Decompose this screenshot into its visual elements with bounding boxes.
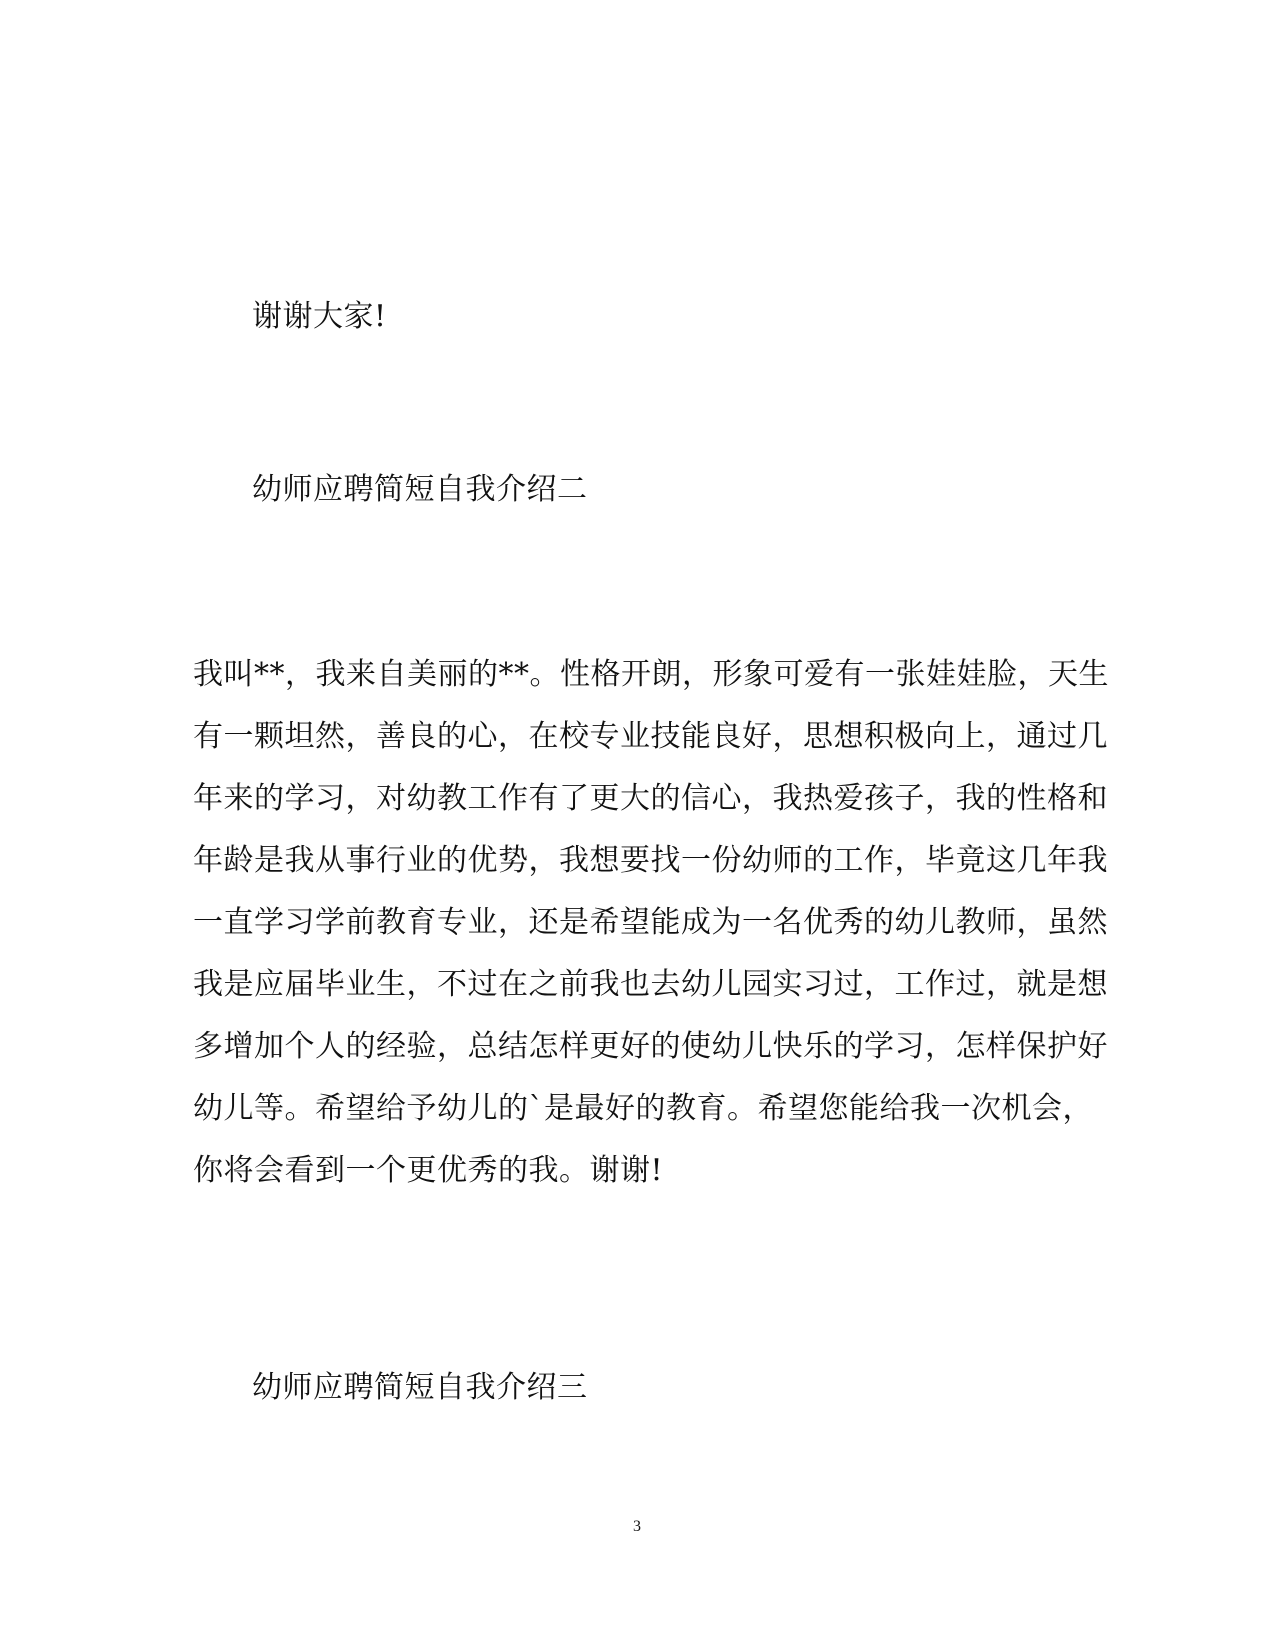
paragraph-line: 幼儿等。希望给予幼儿的`是最好的教育。希望您能给我一次机会， bbox=[193, 1091, 1093, 1126]
closing-thanks: 谢谢大家! bbox=[252, 299, 387, 334]
paragraph-line: 年龄是我从事行业的优势，我想要找一份幼师的工作，毕竟这几年我 bbox=[193, 843, 1108, 878]
section-title-three: 幼师应聘简短自我介绍三 bbox=[252, 1370, 588, 1405]
paragraph-line: 年来的学习，对幼教工作有了更大的信心，我热爱孩子，我的性格和 bbox=[193, 781, 1108, 816]
section-title-two: 幼师应聘简短自我介绍二 bbox=[252, 472, 588, 507]
paragraph-line: 我是应届毕业生，不过在之前我也去幼儿园实习过，工作过，就是想 bbox=[193, 967, 1108, 1002]
page-number: 3 bbox=[633, 1518, 641, 1535]
paragraph-line: 多增加个人的经验，总结怎样更好的使幼儿快乐的学习，怎样保护好 bbox=[193, 1029, 1108, 1064]
paragraph-line: 有一颗坦然，善良的心，在校专业技能良好，思想积极向上，通过几 bbox=[193, 719, 1108, 754]
paragraph-line: 我叫**，我来自美丽的**。性格开朗，形象可爱有一张娃娃脸，天生 bbox=[193, 657, 1109, 692]
paragraph-line: 一直学习学前教育专业，还是希望能成为一名优秀的幼儿教师，虽然 bbox=[193, 905, 1108, 940]
paragraph-line: 你将会看到一个更优秀的我。谢谢! bbox=[193, 1153, 664, 1188]
